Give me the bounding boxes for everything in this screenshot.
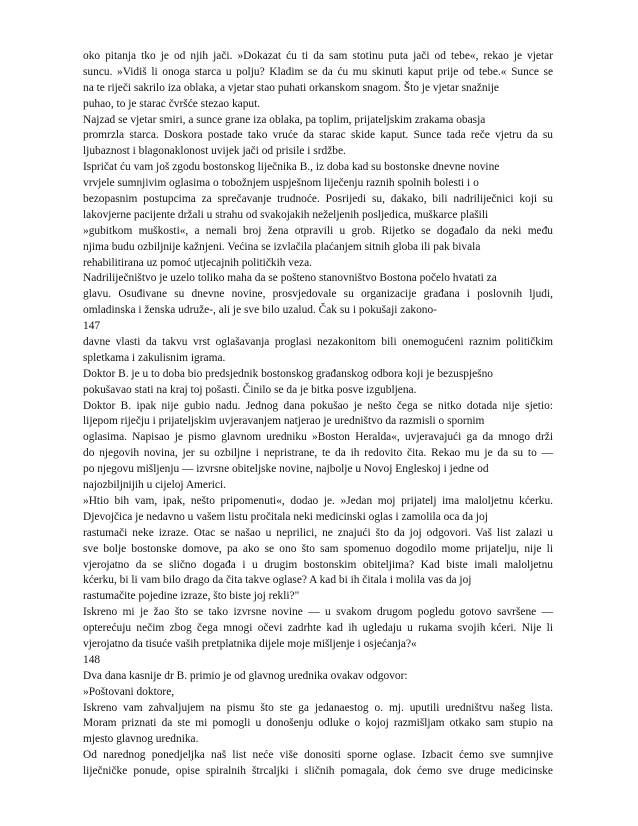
text-line: davne vlasti da takvu vrst oglašavanja proglasi nezakonitom bili onemogućeni raznim političkim — [83, 336, 553, 349]
text-line: vjerojatno da se slično događa i u drugim bostonskim obiteljima? Kad biste imali maloljetnu — [83, 558, 553, 571]
text-line: rastumačite pojedine izraze, što biste joj rekli?" — [83, 590, 300, 603]
text-line: Moram priznati da ste mi pomogli u donošenju odluke o kojoj razmišljam otkako sam stupio na — [83, 717, 553, 730]
text-line: najozbiljnijih u cijeloj Americi. — [83, 479, 226, 492]
text-line: Najzad se vjetar smiri, a sunce grane iza oblaka, pa toplim, prijateljskim zrakama obasja — [83, 113, 486, 126]
page-number: 147 — [83, 320, 101, 333]
text-line: ljubaznost i blagonaklonost uvijek jači od prisile i srdžbe. — [83, 145, 346, 158]
text-line: spletkama i zakulisnim igrama. — [83, 351, 226, 364]
page-number: 148 — [83, 653, 101, 666]
text-line: do njegovih novina, jer su ozbiljne i nepristrane, te da ih redovito čita. Rekao mu je da su to — — [83, 447, 553, 460]
text-line: Nadriliječništvo je uzelo toliko maha da se pošteno stanovništvo Bostona počelo hvatati za — [83, 272, 497, 285]
text-line: Iskreno vam zahvaljujem na pismu što ste ga jedanaestog o. mj. uputili uredništvu našeg lista. — [83, 701, 553, 714]
text-line: »gubitkom muškosti«, a nemali broj žena otpravili u grob. Rijetko se događalo da neki među — [83, 224, 553, 237]
text-line: rastumači neke izraze. Otac se našao u neprilici, ne znajući što da joj odgovori. Vaš list zalazi u — [83, 526, 553, 539]
text-line: Doktor B. je u to doba bio predsjednik bostonskog građanskog odbora koji je bezuspješno — [83, 367, 494, 380]
text-line: glavu. Osuđivane su dnevne novine, prosvjedovale su organizacije građana i poslovnih ljudi, — [83, 288, 553, 301]
text-line: vjerojatno da tisuće vaših pretplatnika dijele moje mišljenje i osjećanja?« — [83, 637, 417, 650]
text-line: omladinska i ženska udruže-, ali je sve bilo uzalud. Čak su i pokušaji zakono- — [83, 304, 437, 317]
text-line: na te riječi sakrilo iza oblaka, a vjetar stao puhati orkanskom snagom. Što je vjetar snažnije — [83, 81, 499, 94]
text-line: suncu. »Vidiš li onoga starca u polju? Kladim se da ću mu skinuti kaput prije od tebe.« Sunce se — [83, 65, 553, 78]
text-line: njima budu ozbiljnije kažnjeni. Većina se izvlačila plaćanjem sitnih globa ili pak bivala — [83, 240, 481, 253]
text-line: Od narednog ponedjeljka naš list neće više donositi sporne oglase. Izbacit ćemo sve sumnjive — [83, 749, 553, 762]
text-line: bezopasnim postupcima za sprečavanje trudnoće. Posrijedi su, dakako, bili nadriliječnici koji su — [83, 193, 553, 206]
text-line: Iskreno mi je žao što se tako izvrsne novine — u svakom drugom pogledu gotovo savršene — — [83, 606, 553, 619]
text-line: Djevojčica je nedavno u vašem listu pročitala neki medicinski oglas i zamolila oca da joj — [83, 510, 488, 523]
text-line: lijepom riječju i prijateljskim uvjeravanjem natjerao je uredništvo da razmisli o spornim — [83, 415, 485, 428]
text-line: Dva dana kasnije dr B. primio je od glavnog urednika ovakav odgovor: — [83, 669, 408, 682]
text-line: po njegovu mišljenju — izvrsne obiteljske novine, najbolje u Novoj Engleskoj i jedne od — [83, 463, 489, 476]
text-line: Doktor B. ipak nije gubio nadu. Jednog dana pokušao je nešto čega se nitko dotada nije sjetio: — [83, 399, 553, 412]
text-line: liječničke ponude, opise spiralnih štrcaljki i sličnih pomagala, dok ćemo sve druge medicinske — [83, 765, 553, 778]
document-page — [83, 49, 553, 780]
text-line: pokušavao stati na kraj toj pošasti. Činilo se da je bitka posve izgubljena. — [83, 383, 417, 396]
text-line: opterećuju nečim zbog čega mnogi očevi zadrhte kad ih ugledaju u rukama svojih kćeri. Nije li — [83, 622, 553, 635]
text-line: vrvjele sumnjivim oglasima o tobožnjem uspješnom liječenju raznih spolnih bolesti i o — [83, 177, 479, 190]
text-line: »Htio bih vam, ipak, nešto pripomenuti«, dodao je. »Jedan moj prijatelj ima maloljetnu kćerku. — [83, 494, 553, 507]
text-line: mjesto glavnog urednika. — [83, 733, 199, 746]
text-line: kćerku, bi li vam bilo drago da čita takve oglase? A kad bi ih čitala i molila vas da joj — [83, 574, 472, 587]
text-line: »Poštovani doktore, — [83, 685, 175, 698]
text-line: oglasima. Napisao je pismo glavnom uredniku »Boston Heralda«, uvjeravajući ga da mnogo drži — [83, 431, 553, 444]
text-line: oko pitanja tko je od njih jači. »Dokazat ću ti da sam stotinu puta jači od tebe«, rekao je vjetar — [83, 50, 553, 62]
text-line: lakovjerne pacijente držali u strahu od svakojakih neželjenih posljedica, muškarce plašili — [83, 208, 489, 221]
text-line: sve bolje bostonske domove, pa ako se ono što sam spomenuo dogodilo mome prijatelju, nije li — [83, 542, 553, 555]
text-line: Ispričat ću vam još zgodu bostonskog liječnika B., iz doba kad su bostonske dnevne novine — [83, 161, 500, 174]
text-line: rehabilitirana uz pomoć utjecajnih političkih veza. — [83, 256, 312, 269]
text-line: puhao, to je starac čvršće stezao kaput. — [83, 97, 261, 110]
text-line: promrzla starca. Doskora postade tako vruće da starac skide kaput. Sunce tada reče vjetru da su — [83, 129, 553, 142]
